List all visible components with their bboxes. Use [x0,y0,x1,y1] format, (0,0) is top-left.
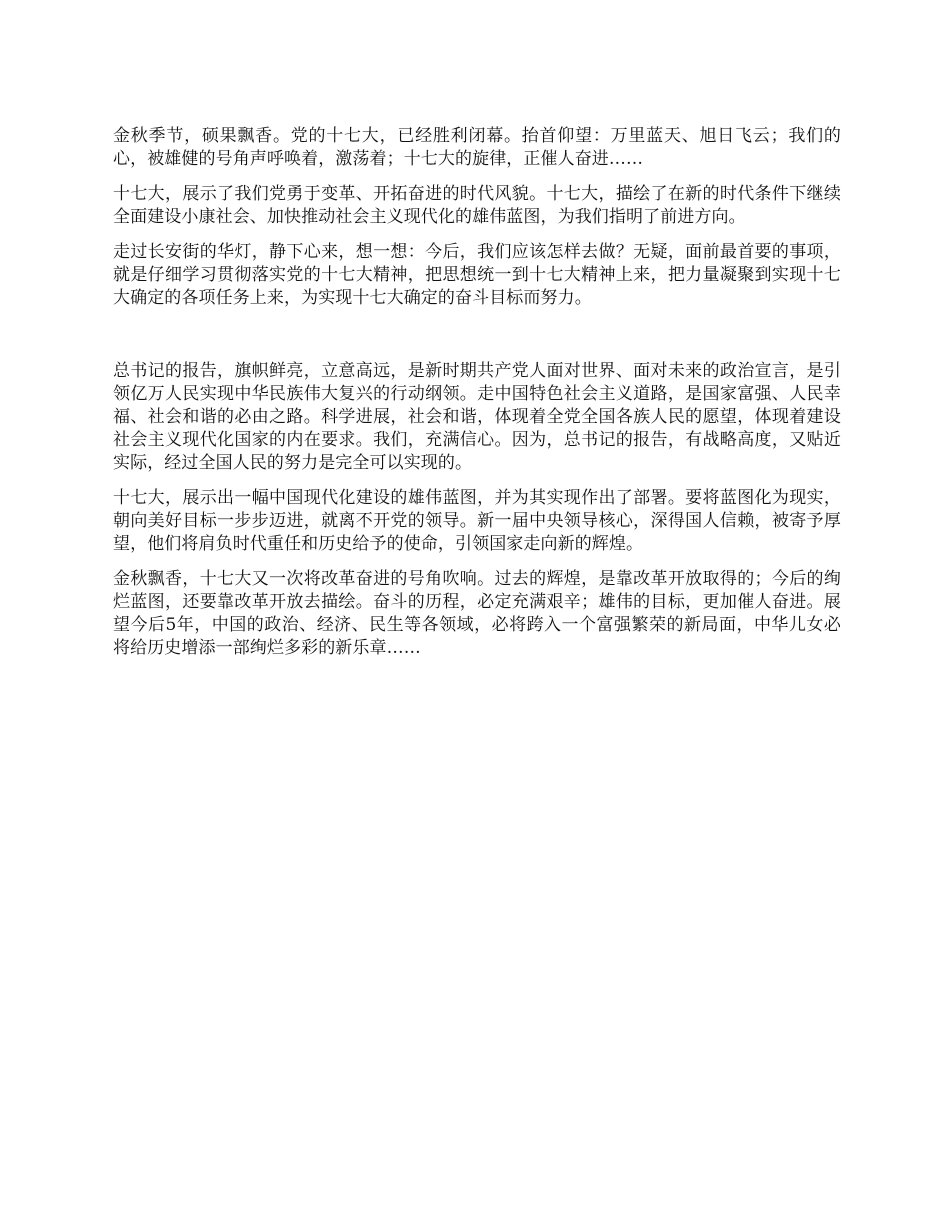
paragraph-1: 金秋季节，硕果飘香。党的十七大，已经胜利闭幕。抬首仰望：万里蓝天、旭日飞云；我们的心，被雄健的号角声呼唤着，激荡着；十七大的旋律，正催人奋进…… [113,126,841,169]
paragraph-5: 十七大，展示出一幅中国现代化建设的雄伟蓝图，并为其实现作出了部署。要将蓝图化为现实，朝向美好目标一步步迈进，就离不开党的领导。新一届中央领导核心，深得国人信赖，被寄予厚望，他们将肩负时代重任和历史给予的使命，引领国家走向新的辉煌。 [113,488,841,554]
paragraph-6: 金秋飘香，十七大又一次将改革奋进的号角吹响。过去的辉煌，是靠改革开放取得的；今后的绚烂蓝图，还要靠改革开放去描绘。奋斗的历程，必定充满艰辛；雄伟的目标，更加催人奋进。展望今后5年，中国的政治、经济、民生等各领域，必将跨入一个富强繁荣的新局面，中华儿女必将给历史增添一部绚烂多彩的新乐章…… [113,569,841,658]
document-body [113,125,841,672]
paragraph-4: 总书记的报告，旗帜鲜亮，立意高远，是新时期共产党人面对世界、面对未来的政治宣言，是引领亿万人民实现中华民族伟大复兴的行动纲领。走中国特色社会主义道路，是国家富强、人民幸福、社会和谐的必由之路。科学进展，社会和谐，体现着全党全国各族人民的愿望，体现着建设社会主义现代化国家的内在要求。我们，充满信心。因为，总书记的报告，有战略高度，又贴近实际，经过全国人民的努力是完全可以实现的。 [113,361,841,473]
paragraph-3: 走过长安街的华灯，静下心来，想一想：今后，我们应该怎样去做？无疑，面前最首要的事项，就是仔细学习贯彻落实党的十七大精神，把思想统一到十七大精神上来，把力量凝聚到实现十七大确定的各项任务上来，为实现十七大确定的奋斗目标而努力。 [113,242,841,308]
section-gap [113,322,841,360]
paragraph-2: 十七大，展示了我们党勇于变革、开拓奋进的时代风貌。十七大，描绘了在新的时代条件下继续全面建设小康社会、加快推动社会主义现代化的雄伟蓝图，为我们指明了前进方向。 [113,184,841,227]
